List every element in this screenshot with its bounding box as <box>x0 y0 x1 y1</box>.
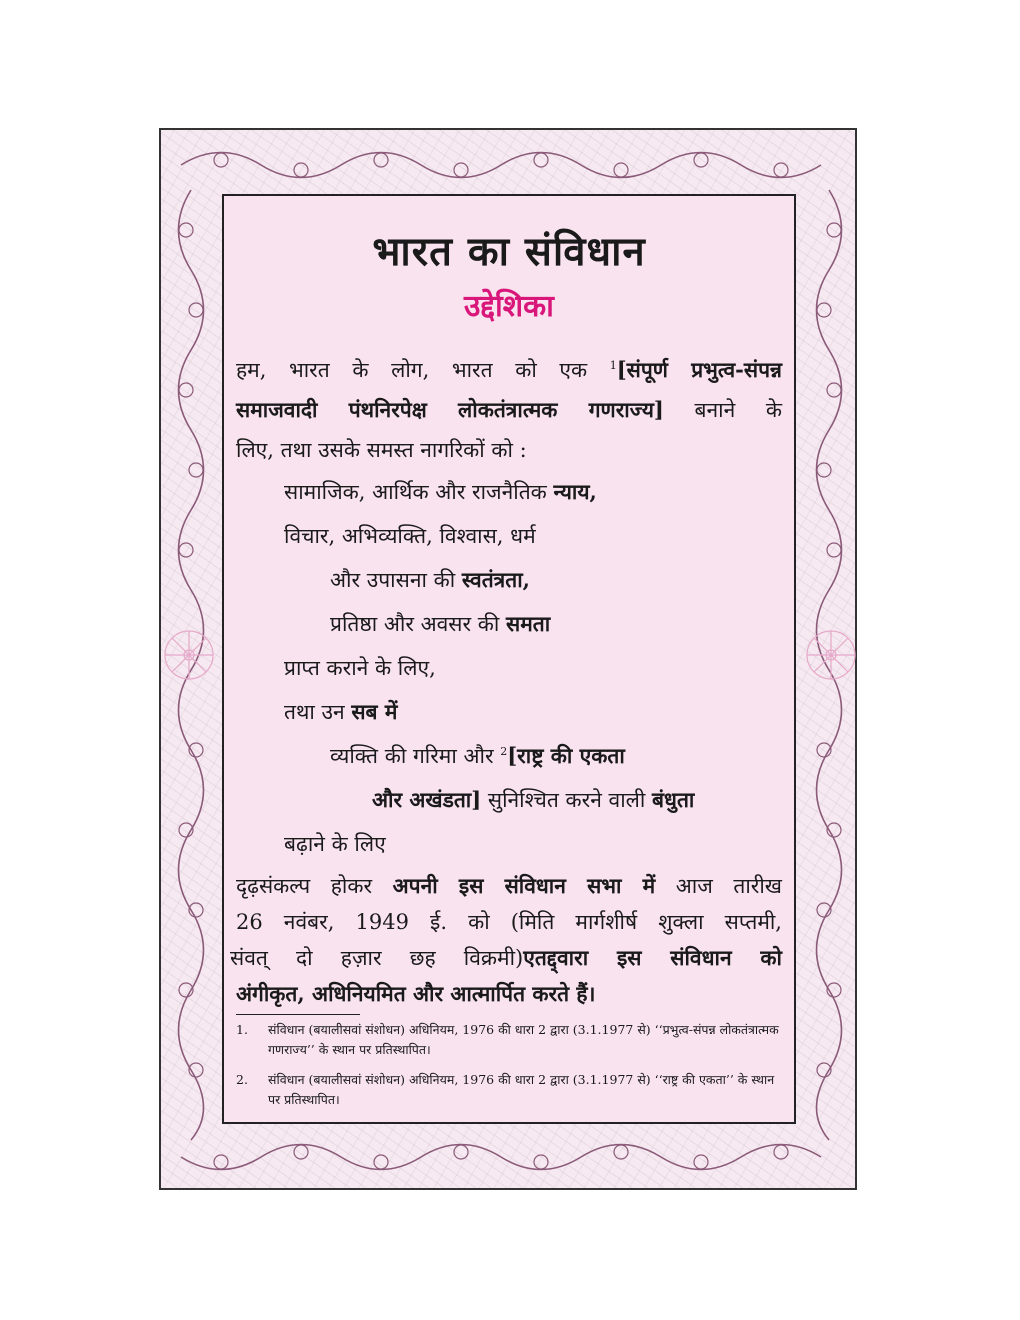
ashoka-chakra-right-icon <box>807 631 855 679</box>
document-subtitle: उद्देशिका <box>464 289 554 324</box>
preamble-liberty-line: और उपासना की स्वतंत्रता, <box>330 567 530 592</box>
preamble-promote-line: बढ़ाने के लिए <box>284 832 386 856</box>
footnote-ref-1: 1 <box>609 359 617 372</box>
preamble-dignity-line: व्यक्ति की गरिमा और $^2$[राष्ट्र की एकता <box>330 743 625 768</box>
top-vine <box>181 153 821 178</box>
preamble-fraternity-line: और अखंडता] सुनिश्चित करने वाली बंधुता <box>372 787 695 812</box>
preamble-thought-line: विचार, अभिव्यक्ति, विश्वास, धर्म <box>284 524 536 548</box>
preamble-line-1: हम, भारत के लोग, भारत को एक $^1$[संपूर्ण प्रभुत्व-संपन्न <box>236 357 782 382</box>
document-title: भारत का संविधान <box>372 228 646 275</box>
preamble-among-line: तथा उन सब में <box>284 699 398 724</box>
footnote-ref-2: 2 <box>500 745 508 758</box>
preamble-closing-line-3: संवत् दो हज़ार छह विक्रमी)एतद्द्वारा इस संविधान को <box>230 945 782 970</box>
ashoka-chakra-left-icon <box>165 631 213 679</box>
bottom-vine <box>181 1145 821 1170</box>
preamble-closing-line-2: 26 नवंबर, 1949 ई. को (मिति मार्गशीर्ष शुक्ला सप्तमी, <box>236 910 782 934</box>
preamble-closing-line-4: अंगीकृत, अधिनियमित और आत्मार्पित करते हैं। <box>236 981 596 1006</box>
preamble-closing-line-1: दृढ़संकल्प होकर अपनी इस संविधान सभा में आज तारीख <box>236 873 782 898</box>
preamble-line-3: लिए, तथा उसके समस्त नागरिकों को : <box>236 438 527 462</box>
preamble-justice-line: सामाजिक, आर्थिक और राजनैतिक न्याय, <box>284 479 597 504</box>
preamble-equality-line: प्रतिष्ठा और अवसर की समता <box>330 611 551 636</box>
preamble-line-2: समाजवादी पंथनिरपेक्ष लोकतंत्रात्मक गणराज्य] बनाने के <box>236 397 782 422</box>
preamble-secure-line: प्राप्त कराने के लिए, <box>284 656 436 680</box>
footnote-1: 1. संविधान (बयालीसवां संशोधन) अधिनियम, 1976 की धारा 2 द्वारा (3.1.1977 से) ‘‘प्रभुत्व-संपन्न लोकतंत्रात्मक गणराज्य’’ के स्थान पर प्रतिस्थापित। <box>236 1022 779 1057</box>
footnote-divider <box>236 1014 360 1015</box>
footnote-2: 2. संविधान (बयालीसवां संशोधन) अधिनियम, 1976 की धारा 2 द्वारा (3.1.1977 से) ‘‘राष्ट्र की एकता’’ के स्थान पर प्रतिस्थापित। <box>236 1072 775 1107</box>
